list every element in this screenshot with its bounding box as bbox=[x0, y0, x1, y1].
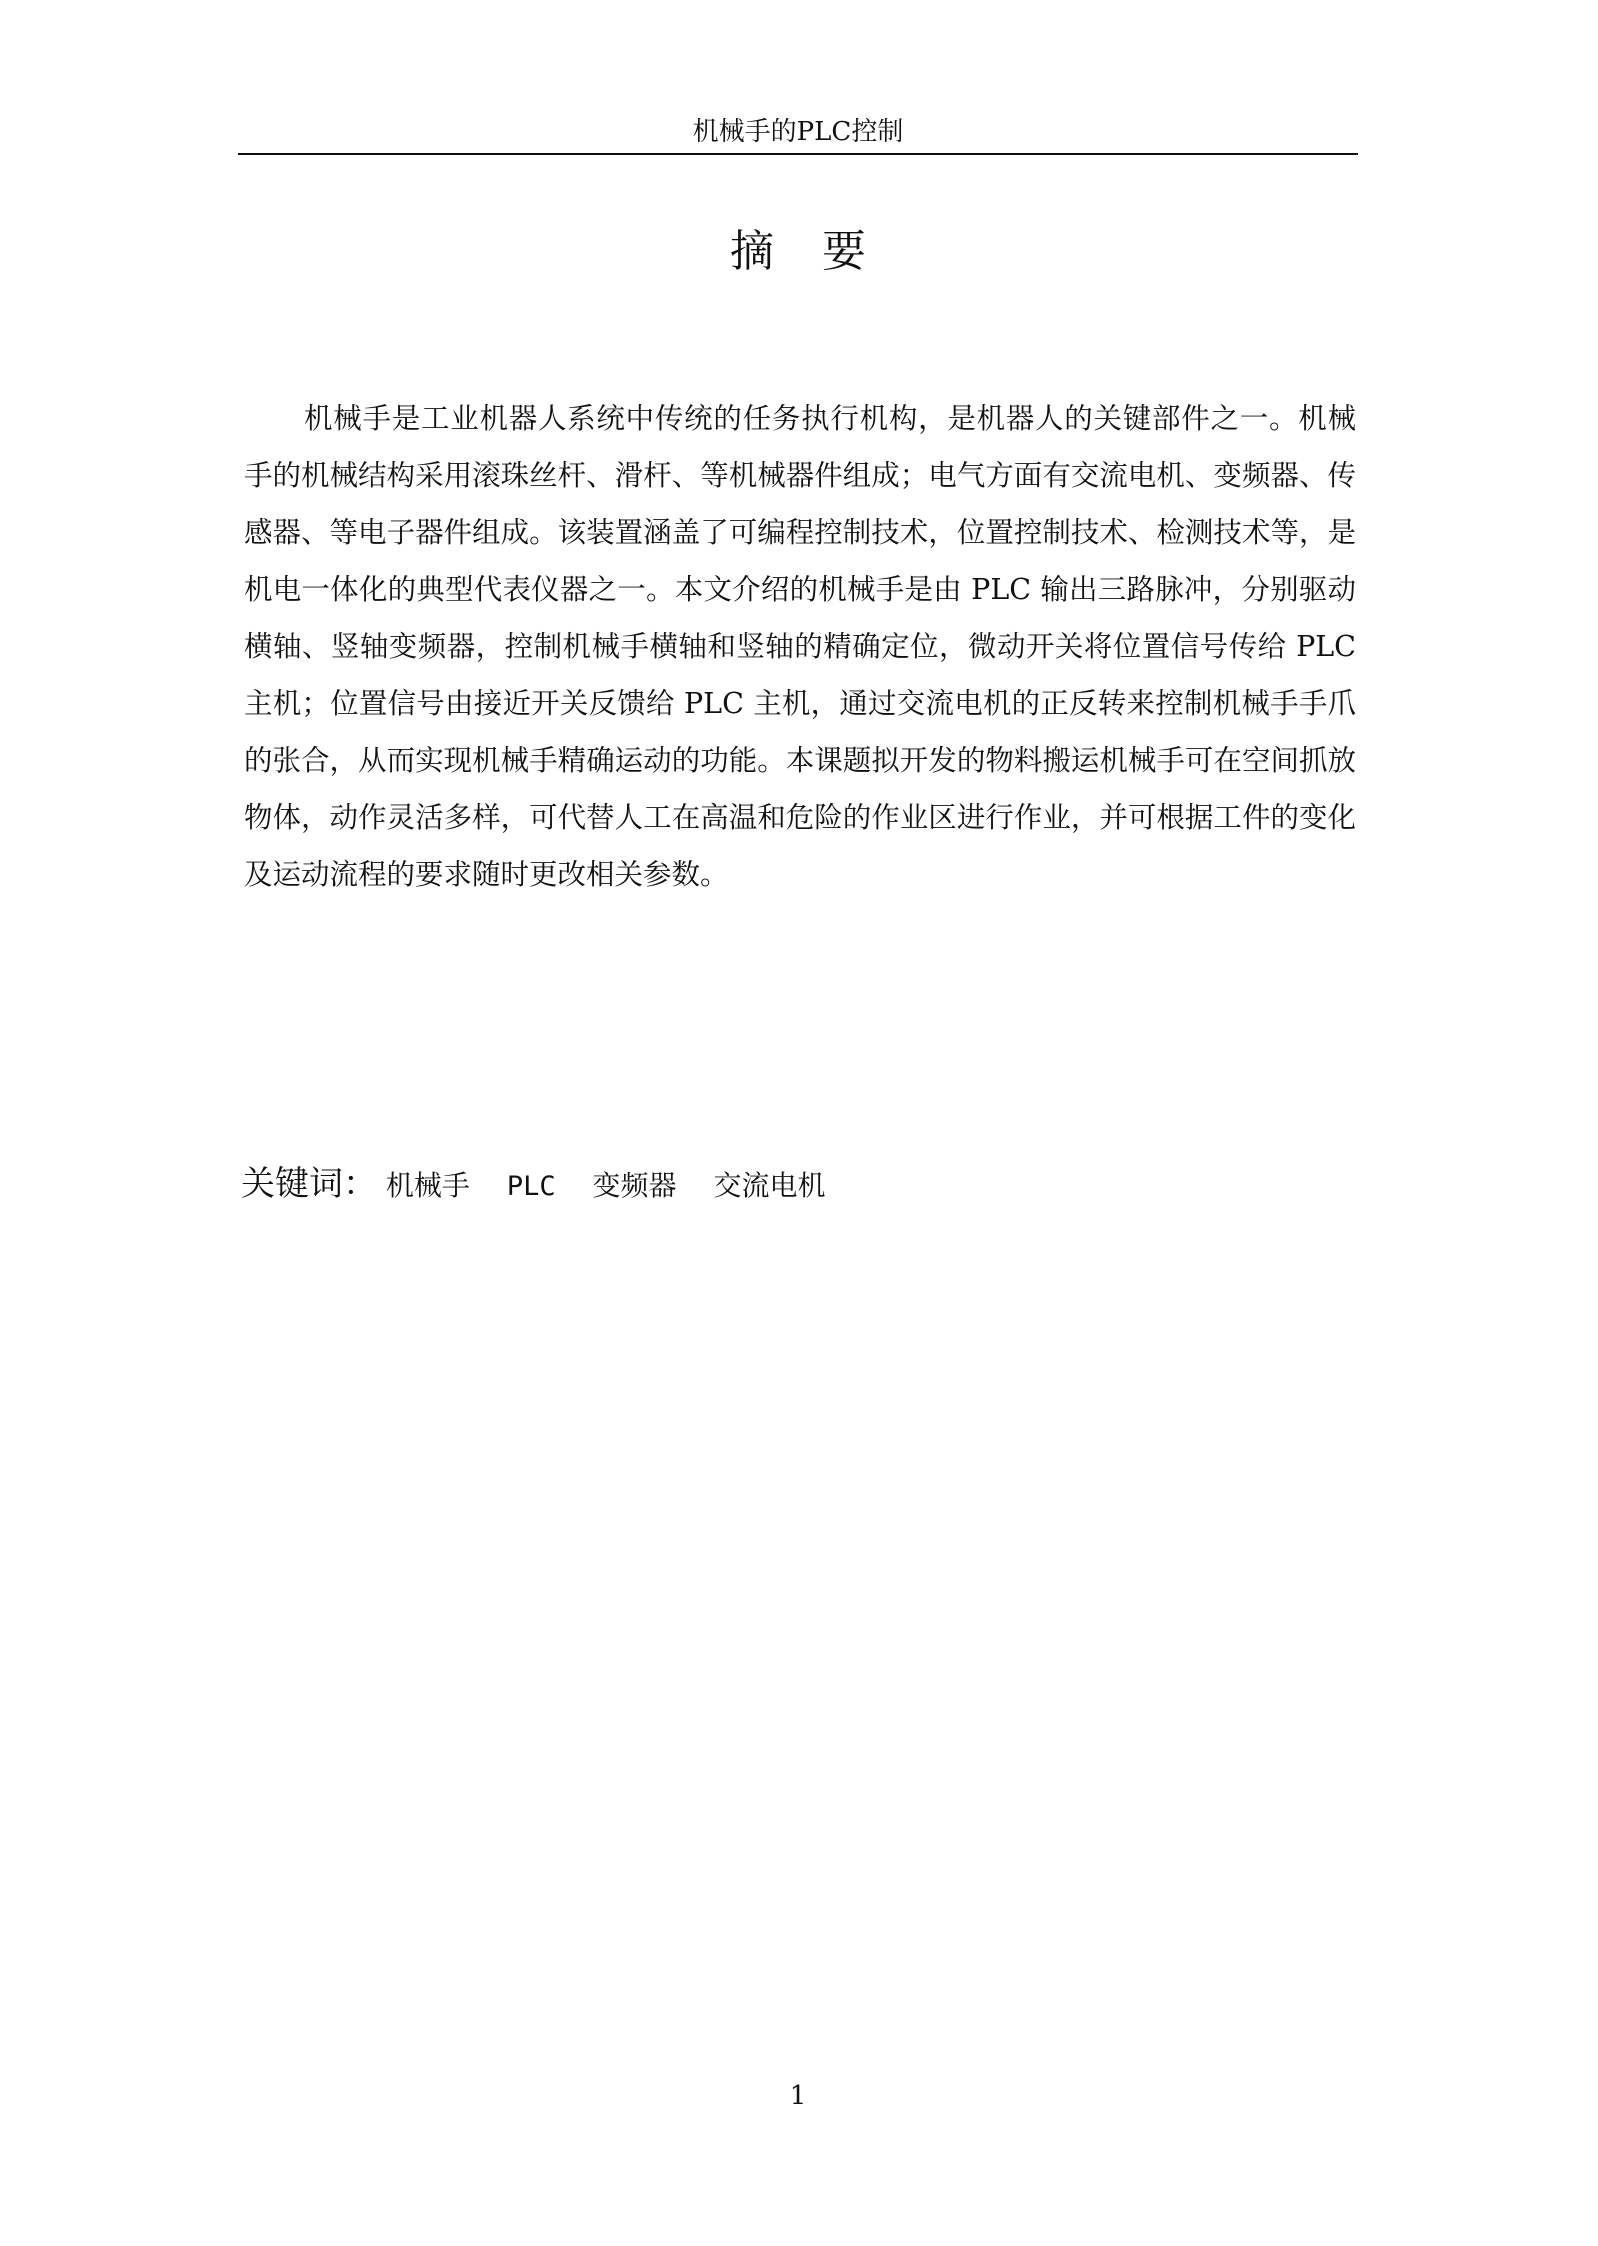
header-divider bbox=[238, 153, 1358, 155]
keywords-label: 关键词： bbox=[241, 1164, 377, 1204]
keyword-item: 交流电机 bbox=[713, 1169, 826, 1202]
abstract-title: 摘要 bbox=[730, 226, 914, 277]
keyword-item: PLC bbox=[506, 1171, 556, 1202]
keywords-line bbox=[241, 1154, 1353, 1217]
running-header: 机械手的PLC控制 bbox=[692, 117, 904, 147]
keyword-item: 机械手 bbox=[385, 1169, 470, 1202]
page-number: 1 bbox=[789, 2081, 807, 2111]
keyword-item: 变频器 bbox=[592, 1169, 677, 1202]
abstract-body: 机械手是工业机器人系统中传统的任务执行机构，是机器人的关键部件之一。机械手的机械结构采用滚珠丝杆、滑杆、等机械器件组成；电气方面有交流电机、变频器、传感器、等电子器件组成。该装置涵盖了可编程控制技术，位置控制技术、检测技术等，是机电一体化的典型代表仪器之一。本文介绍的机械手是由 PLC 输出三路脉冲，分别驱动横轴、竖轴变频器，控制机械手横轴和竖轴的精确定位，微动开关将位置信号传给 PLC 主机；位置信号由接近开关反馈给 PLC 主机，通过交流电机的正反转来控制机械手手爪的张合，从而实现机械手精确运动的功能。本课题拟开发的物料搬运机械手可在空间抓放物体，动作灵活多样，可代替人工在高温和危险的作业区进行作业，并可根据工件的变化及运动流程的要求随时更改相关参数。 bbox=[244, 402, 1356, 891]
